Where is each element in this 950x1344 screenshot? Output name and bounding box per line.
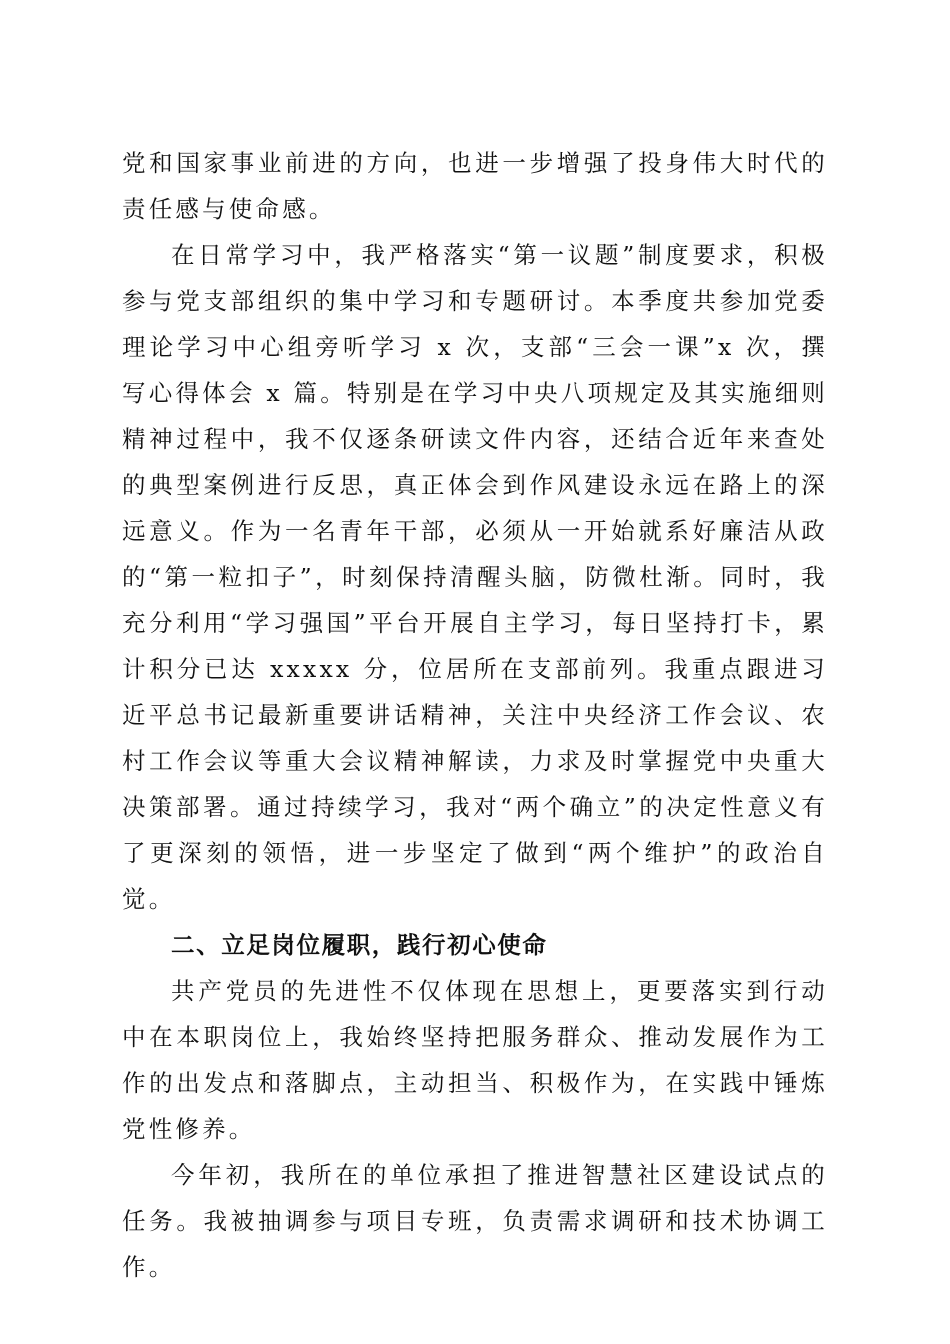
paragraph-party-member-role: 共产党员的先进性不仅体现在思想上，更要落实到行动中在本职岗位上，我始终坚持把服务群众、推动发展作为工作的出发点和落脚点，主动担当、积极作为，在实践中锤炼党性修养。: [122, 977, 828, 1143]
document-body: [122, 140, 828, 1290]
paragraph-smart-community: 今年初，我所在的单位承担了推进智慧社区建设试点的任务。我被抽调参与项目专班，负责需求调研和技术协调工作。: [122, 1161, 828, 1281]
paragraph-daily-study: 在日常学习中，我严格落实“第一议题”制度要求，积极参与党支部组织的集中学习和专题研讨。本季度共参加党委理论学习中心组旁听学习 x 次，支部“三会一课”x 次，撰写心得体会 x 篇。特别是在学习中央八项规定及其实施细则精神过程中，我不仅逐条研读文件内容，还结合近年来查处的典型案例进行反思，真正体会到作风建设永远在路上的深远意义。作为一名青年干部，必须从一开始就系好廉洁从政的“第一粒扣子”，时刻保持清醒头脑，防微杜渐。同时，我充分利用“学习强国”平台开展自主学习，每日坚持打卡，累计积分已达 xxxxx 分，位居所在支部前列。我重点跟进习近平总书记最新重要讲话精神，关注中央经济工作会议、农村工作会议等重大会议精神解读，力求及时掌握党中央重大决策部署。通过持续学习，我对“两个确立”的决定性意义有了更深刻的领悟，进一步坚定了做到“两个维护”的政治自觉。: [122, 241, 828, 913]
section-heading: 二、立足岗位履职，践行初心使命: [171, 931, 548, 959]
paragraph-continuation: 党和国家事业前进的方向，也进一步增强了投身伟大时代的责任感与使命感。: [122, 149, 828, 223]
